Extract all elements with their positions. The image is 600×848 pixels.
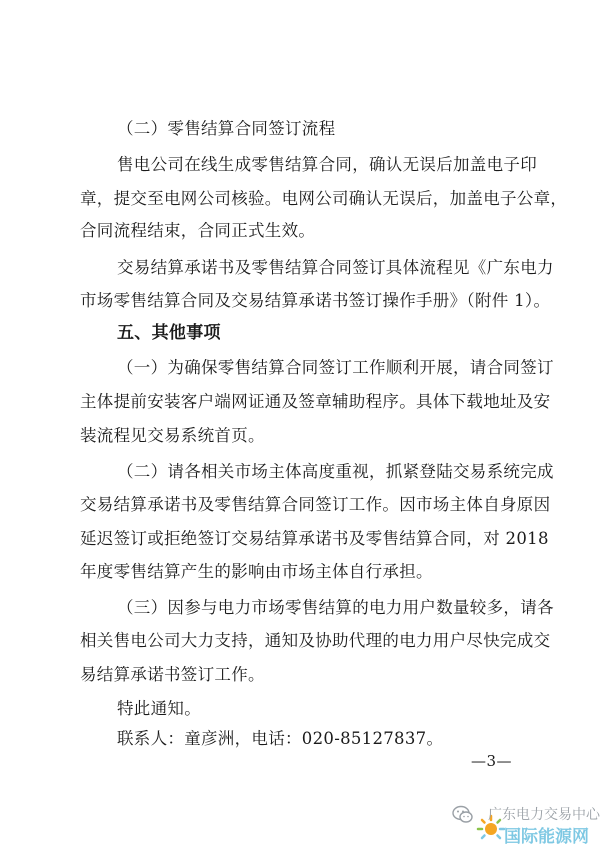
paragraph-line: 相关售电公司大力支持，通知及协助代理的电力用户尽快完成交 (80, 631, 551, 650)
paragraph-line: （三）因参与电力市场零售结算的电力用户数量较多，请各 (117, 598, 554, 617)
paragraph-line: 合同流程结束，合同正式生效。 (80, 221, 316, 240)
paragraph-line: 交易结算承诺书及零售结算合同签订工作。因市场主体自身原因 (80, 495, 551, 514)
paragraph-line: 年度零售结算产生的影响由市场主体自行承担。 (80, 562, 433, 581)
section-heading-retail-contract: （二）零售结算合同签订流程 (117, 119, 336, 138)
paragraph-line: 市场零售结算合同及交易结算承诺书签订操作手册》（附件 1）。 (80, 291, 551, 310)
paragraph-line: 售电公司在线生成零售结算合同，确认无误后加盖电子印 (117, 155, 537, 174)
watermark (448, 800, 598, 846)
paragraph-line: 装流程见交易系统首页。 (80, 426, 265, 445)
paragraph-line: 易结算承诺书签订工作。 (80, 665, 265, 684)
paragraph-line: （二）请各相关市场主体高度重视，抓紧登陆交易系统完成 (117, 462, 554, 481)
section-heading-other-matters: 五、其他事项 (117, 323, 221, 343)
paragraph-line: （一）为确保零售结算合同签订工作顺利开展，请合同签订 (117, 358, 554, 377)
paragraph-line: 延迟签订或拒绝签订交易结算承诺书及零售结算合同，对 2018 (80, 529, 549, 548)
closing-notice: 特此通知。 (117, 699, 201, 718)
page-number: —3— (470, 752, 512, 770)
paragraph-line: 章，提交至电网公司核验。电网公司确认无误后，加盖电子公章， (80, 189, 568, 208)
watermark-text-trading-center: 广东电力交易中心 (488, 807, 600, 823)
watermark-text-energy-net: 国际能源网 (504, 827, 589, 847)
wechat-icon (450, 802, 476, 828)
contact-info: 联系人：童彦洲，电话：020-85127837。 (117, 729, 444, 748)
paragraph-line: 交易结算承诺书及零售结算合同签订具体流程见《广东电力 (117, 258, 554, 277)
paragraph-line: 主体提前安装客户端网证通及签章辅助程序。具体下载地址及安 (80, 392, 551, 411)
